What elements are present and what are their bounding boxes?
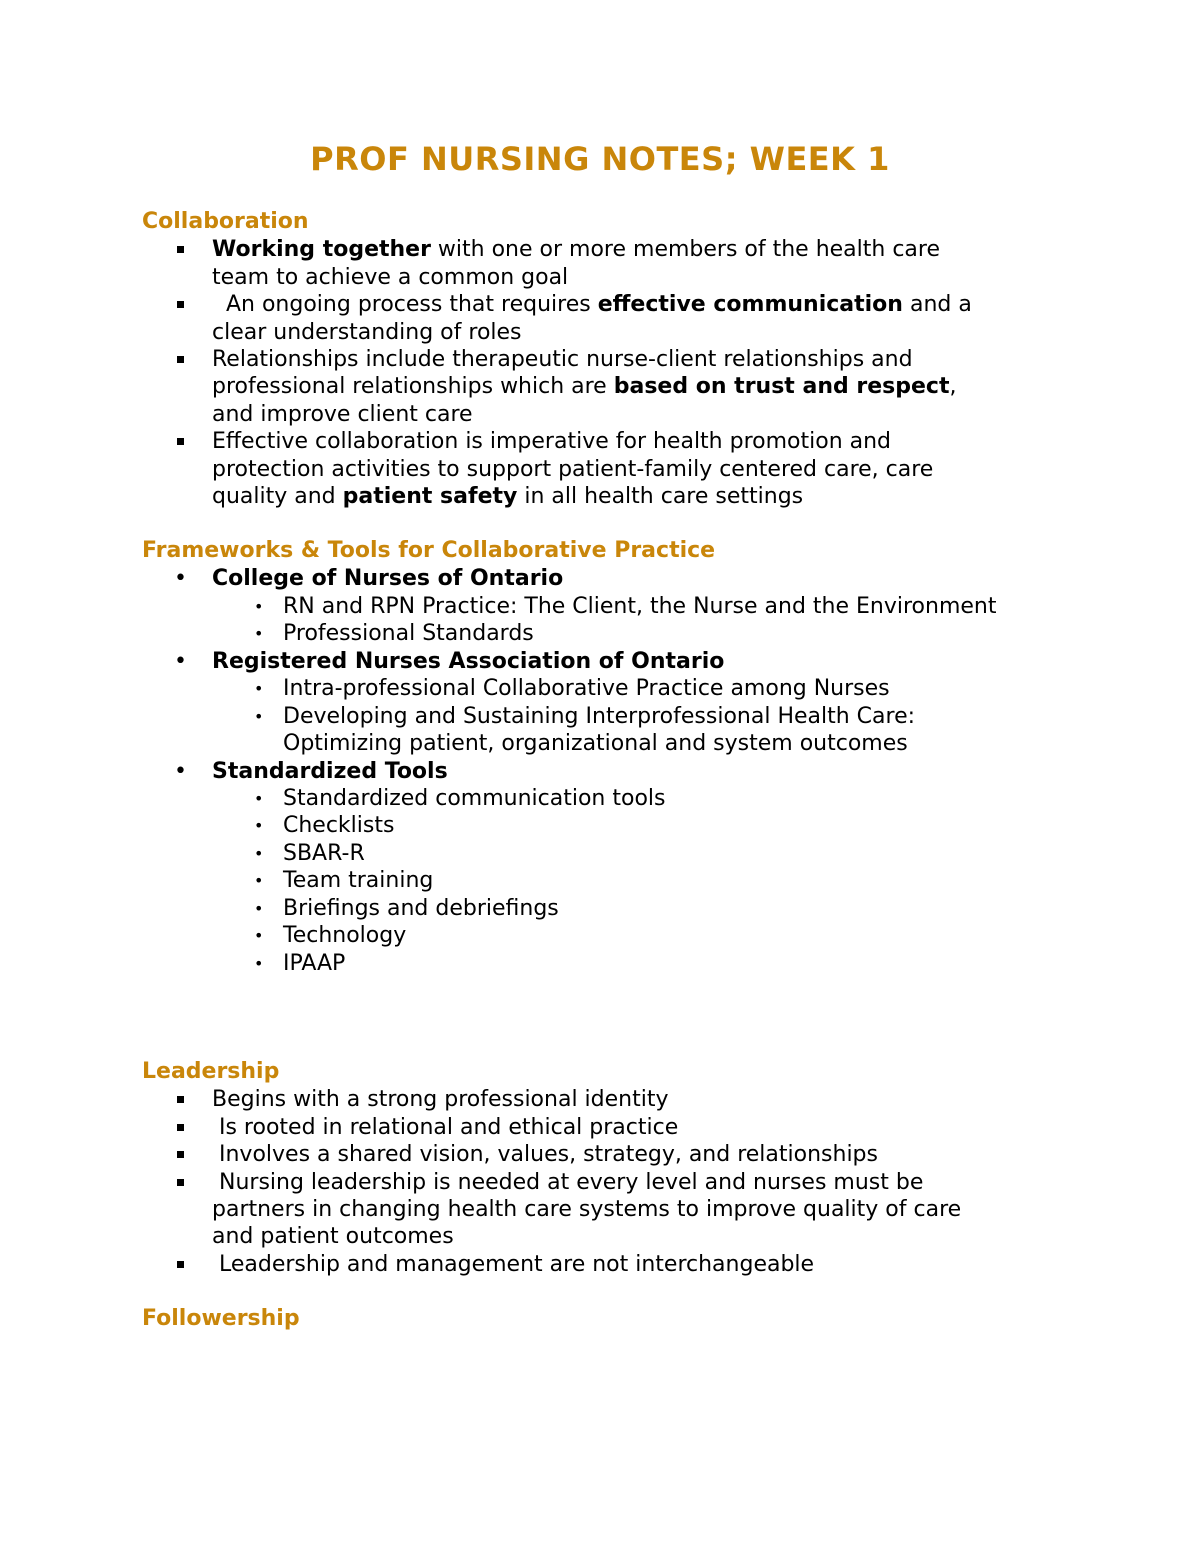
sub-bullet-icon: • [254, 954, 264, 973]
framework-group-label: College of Nurses of Ontario [212, 566, 564, 591]
section-heading-frameworks: Frameworks & Tools for Collaborative Practice [142, 538, 716, 563]
list-item [212, 236, 940, 264]
framework-subitem-continuation: Optimizing patient, organizational and system outcomes [283, 731, 908, 756]
section-heading-leadership: Leadership [142, 1059, 280, 1084]
section-heading-collaboration: Collaboration [142, 209, 309, 234]
sub-bullet-icon: • [254, 871, 264, 890]
square-bullet-icon [177, 1096, 184, 1103]
sub-bullet-icon: • [254, 789, 264, 808]
text: in all health care settings [517, 484, 804, 509]
bullet-icon: • [174, 649, 187, 674]
list-item-continuation: team to achieve a common goal [212, 265, 569, 290]
framework-subitem: Professional Standards [283, 621, 534, 646]
list-item: Nursing leadership is needed at every level and nurses must be [212, 1170, 924, 1195]
list-item-continuation: clear understanding of roles [212, 320, 522, 345]
list-item-continuation [212, 373, 956, 401]
text: professional relationships which are [212, 374, 614, 399]
framework-subitem: IPAAP [283, 951, 346, 976]
sub-bullet-icon: • [254, 899, 264, 918]
square-bullet-icon [177, 1124, 184, 1131]
list-item: Begins with a strong professional identity [212, 1087, 669, 1112]
square-bullet-icon [177, 1261, 184, 1268]
square-bullet-icon [177, 438, 184, 445]
list-item: Leadership and management are not interchangeable [212, 1252, 815, 1277]
bullet-icon: • [174, 759, 187, 784]
framework-group-label: Registered Nurses Association of Ontario [212, 649, 725, 674]
list-item-continuation: protection activities to support patient-family centered care, care [212, 457, 934, 482]
text: , [949, 374, 957, 399]
list-item-continuation: partners in changing health care systems to improve quality of care [212, 1197, 962, 1222]
bold-text: based on trust and respect [613, 374, 950, 399]
sub-bullet-icon: • [254, 816, 264, 835]
bold-text: Working together [212, 237, 431, 262]
list-item-continuation: and improve client care [212, 402, 473, 427]
sub-bullet-icon: • [254, 844, 264, 863]
sub-bullet-icon: • [254, 926, 264, 945]
list-item: Effective collaboration is imperative for health promotion and [212, 429, 892, 454]
framework-subitem: Standardized communication tools [283, 786, 666, 811]
text: with one or more members of the health care [430, 237, 941, 262]
list-item: Relationships include therapeutic nurse-client relationships and [212, 347, 913, 372]
sub-bullet-icon: • [254, 597, 264, 616]
sub-bullet-icon: • [254, 679, 264, 698]
sub-bullet-icon: • [254, 707, 264, 726]
framework-group-label: Standardized Tools [212, 759, 448, 784]
list-item: Involves a shared vision, values, strategy, and relationships [212, 1142, 878, 1167]
framework-subitem: Checklists [283, 813, 395, 838]
square-bullet-icon [177, 246, 184, 253]
bold-text: patient safety [342, 484, 518, 509]
text: and a [902, 292, 972, 317]
sub-bullet-icon: • [254, 624, 264, 643]
framework-subitem: Technology [283, 923, 407, 948]
list-item: Is rooted in relational and ethical practice [212, 1115, 679, 1140]
square-bullet-icon [177, 301, 184, 308]
bold-text: effective communication [597, 292, 903, 317]
square-bullet-icon [177, 356, 184, 363]
framework-subitem: Developing and Sustaining Interprofessional Health Care: [283, 704, 916, 729]
text: An ongoing process that requires [212, 292, 598, 317]
list-item-continuation [212, 483, 803, 511]
square-bullet-icon [177, 1151, 184, 1158]
page-title: PROF NURSING NOTES; WEEK 1 [310, 140, 890, 178]
framework-subitem: Briefings and debriefings [283, 896, 559, 921]
framework-subitem: RN and RPN Practice: The Client, the Nurse and the Environment [283, 594, 997, 619]
square-bullet-icon [177, 1179, 184, 1186]
list-item-continuation: and patient outcomes [212, 1224, 454, 1249]
framework-subitem: SBAR-R [283, 841, 365, 866]
framework-subitem: Team training [283, 868, 434, 893]
framework-subitem: Intra-professional Collaborative Practice among Nurses [283, 676, 890, 701]
text: quality and [212, 484, 343, 509]
bullet-icon: • [174, 566, 187, 591]
section-heading-followership: Followership [142, 1306, 300, 1331]
list-item [212, 291, 972, 319]
